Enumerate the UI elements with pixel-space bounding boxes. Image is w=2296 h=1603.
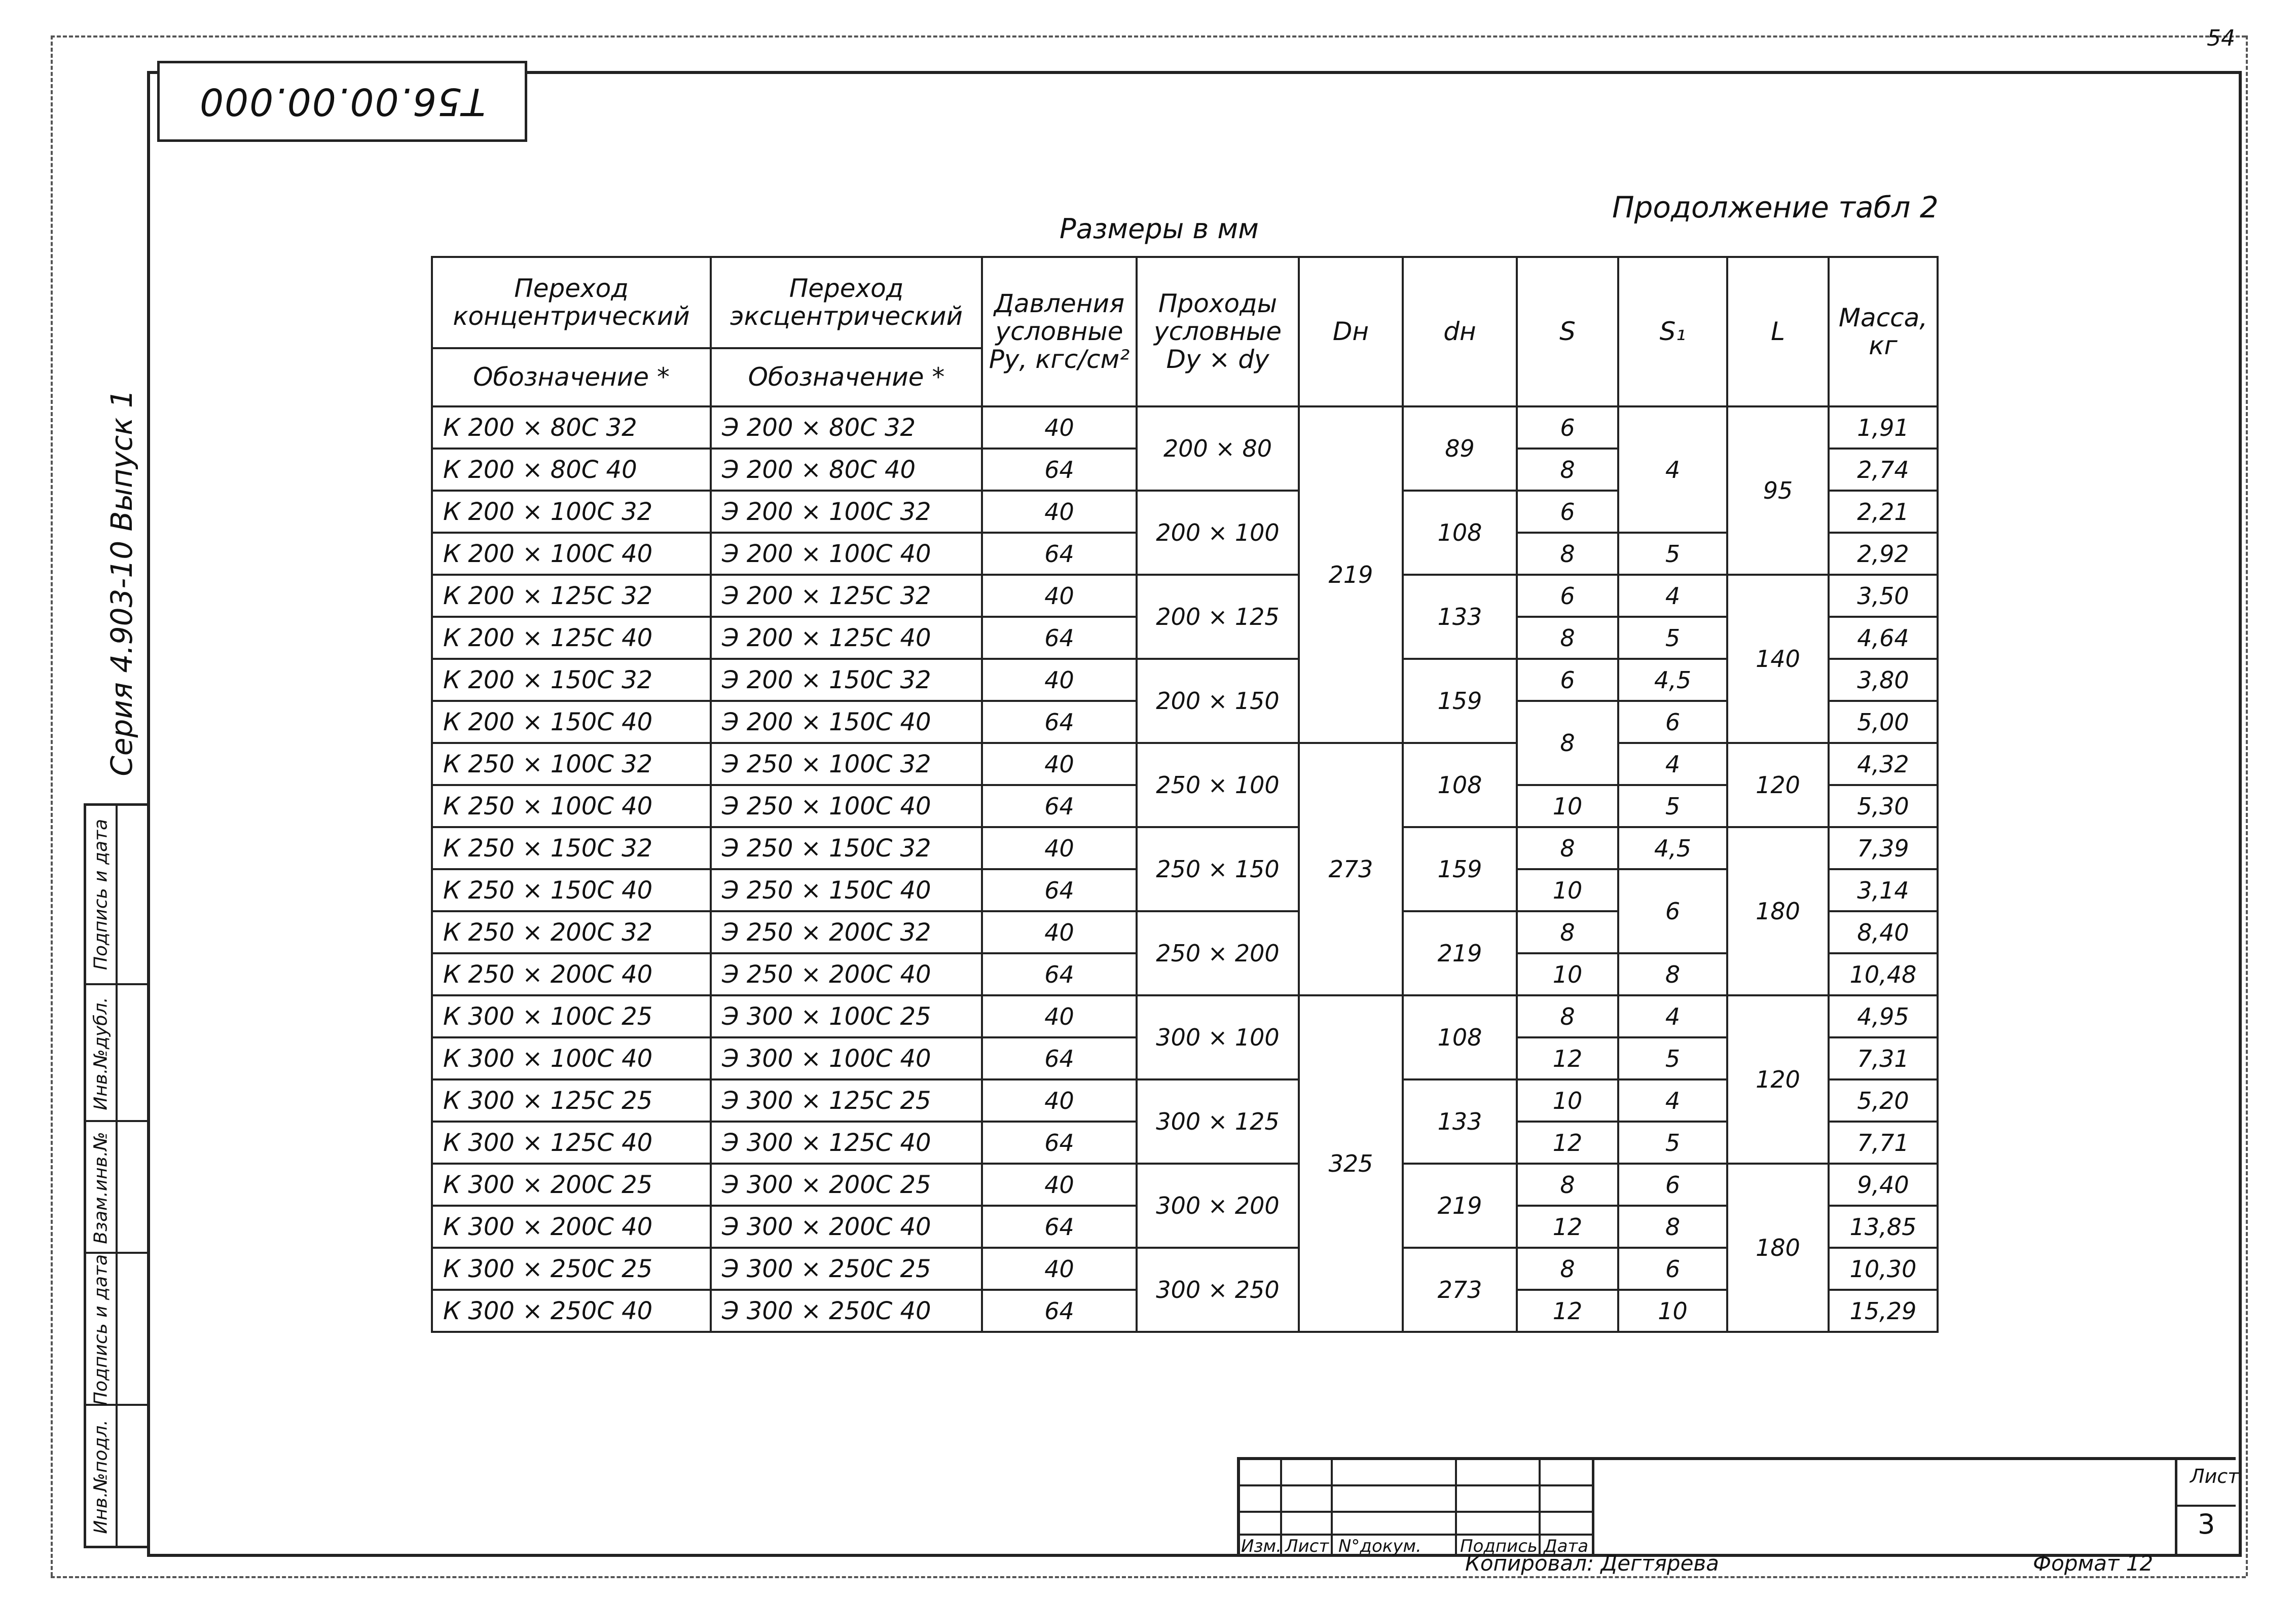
- passage-cell: 250 × 100: [1137, 743, 1299, 827]
- conc-designation: К 200 × 80С 32: [432, 406, 711, 449]
- mass-cell: 7,39: [1829, 827, 1938, 869]
- s1-cell: 4: [1618, 995, 1727, 1037]
- mass-cell: 4,32: [1829, 743, 1938, 785]
- s-cell: 8: [1517, 701, 1618, 785]
- table-row: [432, 575, 1938, 617]
- ecc-designation: Э 250 × 200С 32: [711, 911, 982, 953]
- s-cell: 10: [1517, 1079, 1618, 1122]
- tb-line: [1331, 1460, 1333, 1556]
- stamp-cell: [86, 1404, 147, 1546]
- ecc-designation: Э 200 × 80С 40: [711, 449, 982, 491]
- pressure-cell: 64: [982, 1290, 1137, 1332]
- s1-cell: 4: [1618, 743, 1727, 785]
- conc-designation: К 300 × 125С 40: [432, 1122, 711, 1164]
- conc-designation: К 300 × 250С 40: [432, 1290, 711, 1332]
- s1-cell: 4,5: [1618, 659, 1727, 701]
- ecc-designation: Э 200 × 125С 32: [711, 575, 982, 617]
- dn-inner-cell: 108: [1403, 995, 1517, 1079]
- s1-cell: 5: [1618, 785, 1727, 827]
- conc-designation: К 200 × 150С 40: [432, 701, 711, 743]
- header-dn-outer: Dн: [1299, 257, 1403, 406]
- dn-outer-cell: 219: [1299, 406, 1403, 743]
- header-passages: Проходы условные Dy × dy: [1137, 257, 1299, 406]
- stamp-cell: [86, 1120, 147, 1252]
- table-row: [432, 406, 1938, 449]
- ecc-designation: Э 250 × 150С 32: [711, 827, 982, 869]
- mass-cell: 7,71: [1829, 1122, 1938, 1164]
- ecc-designation: Э 300 × 200С 25: [711, 1164, 982, 1206]
- tb-col-label: Подпись: [1460, 1536, 1538, 1556]
- header-ecc-sub: Обозначение *: [711, 348, 982, 406]
- stamp-cell: [86, 806, 147, 983]
- s-cell: 12: [1517, 1290, 1618, 1332]
- rotated-document-code: T56.00.00.000: [199, 80, 486, 123]
- sizes-label: Размеры в мм: [1060, 213, 1259, 245]
- passage-cell: 200 × 100: [1137, 491, 1299, 575]
- pressure-cell: 64: [982, 785, 1137, 827]
- passage-cell: 300 × 100: [1137, 995, 1299, 1079]
- stamp-cell: [86, 1252, 147, 1404]
- s-cell: 8: [1517, 1248, 1618, 1290]
- pressure-cell: 40: [982, 911, 1137, 953]
- ecc-designation: Э 300 × 250С 25: [711, 1248, 982, 1290]
- mass-cell: 5,20: [1829, 1079, 1938, 1122]
- s1-cell: 6: [1618, 701, 1727, 743]
- tb-col-label: N°докум.: [1338, 1536, 1422, 1556]
- tb-line: [2175, 1460, 2177, 1556]
- tb-line: [1592, 1460, 1594, 1556]
- pressure-cell: 40: [982, 827, 1137, 869]
- header-pressure: Давления условные Ру, кгс/см²: [982, 257, 1137, 406]
- stamp-label: Подпись и дата: [90, 1254, 112, 1406]
- pressure-cell: 40: [982, 406, 1137, 449]
- header-s: S: [1517, 257, 1618, 406]
- s-cell: 12: [1517, 1037, 1618, 1079]
- conc-designation: К 200 × 125С 40: [432, 617, 711, 659]
- table-row: [432, 1248, 1938, 1290]
- l-cell: 120: [1727, 743, 1829, 827]
- s1-cell: 5: [1618, 533, 1727, 575]
- s-cell: 12: [1517, 1122, 1618, 1164]
- copied-by: Копировал: Дегтярева: [1465, 1551, 1719, 1576]
- stamp-label: Подпись и дата: [90, 818, 112, 971]
- l-cell: 180: [1727, 827, 1829, 995]
- pressure-cell: 40: [982, 1079, 1137, 1122]
- pressure-cell: 40: [982, 1248, 1137, 1290]
- s-cell: 8: [1517, 911, 1618, 953]
- ecc-designation: Э 250 × 150С 40: [711, 869, 982, 911]
- mass-cell: 15,29: [1829, 1290, 1938, 1332]
- ecc-designation: Э 300 × 100С 25: [711, 995, 982, 1037]
- ecc-designation: Э 200 × 125С 40: [711, 617, 982, 659]
- conc-designation: К 300 × 200С 40: [432, 1206, 711, 1248]
- s-cell: 10: [1517, 953, 1618, 995]
- continuation-label: Продолжение табл 2: [1612, 190, 1939, 225]
- conc-designation: К 250 × 200С 32: [432, 911, 711, 953]
- ecc-designation: Э 300 × 100С 40: [711, 1037, 982, 1079]
- tb-line: [2175, 1505, 2236, 1507]
- passage-cell: 250 × 200: [1137, 911, 1299, 995]
- table-row: [432, 827, 1938, 869]
- s1-cell: 10: [1618, 1290, 1727, 1332]
- table-row: [432, 743, 1938, 785]
- stamp-cell: [86, 983, 147, 1120]
- dn-inner-cell: 133: [1403, 575, 1517, 659]
- s1-cell: 4,5: [1618, 827, 1727, 869]
- mass-cell: 4,95: [1829, 995, 1938, 1037]
- conc-designation: К 300 × 100С 40: [432, 1037, 711, 1079]
- pressure-cell: 64: [982, 1122, 1137, 1164]
- s1-cell: 6: [1618, 1164, 1727, 1206]
- header-conc-title: Переход концентрический: [432, 257, 711, 348]
- mass-cell: 2,74: [1829, 449, 1938, 491]
- mass-cell: 5,30: [1829, 785, 1938, 827]
- s-cell: 8: [1517, 617, 1618, 659]
- pressure-cell: 64: [982, 1037, 1137, 1079]
- s-cell: 10: [1517, 869, 1618, 911]
- stamp-label: Взам.инв.№: [90, 1132, 112, 1244]
- pressure-cell: 40: [982, 491, 1137, 533]
- fittings-table: [431, 256, 1939, 1333]
- ecc-designation: Э 200 × 80С 32: [711, 406, 982, 449]
- mass-cell: 13,85: [1829, 1206, 1938, 1248]
- left-stamp: [84, 803, 150, 1548]
- stamp-label: Инв.№дубл.: [90, 997, 112, 1110]
- pressure-cell: 64: [982, 953, 1137, 995]
- ecc-designation: Э 250 × 100С 40: [711, 785, 982, 827]
- header-l: L: [1727, 257, 1829, 406]
- s-cell: 12: [1517, 1206, 1618, 1248]
- s-cell: 8: [1517, 533, 1618, 575]
- pressure-cell: 40: [982, 995, 1137, 1037]
- s-cell: 6: [1517, 491, 1618, 533]
- ecc-designation: Э 200 × 100С 32: [711, 491, 982, 533]
- conc-designation: К 200 × 80С 40: [432, 449, 711, 491]
- passage-cell: 300 × 125: [1137, 1079, 1299, 1164]
- mass-cell: 7,31: [1829, 1037, 1938, 1079]
- conc-designation: К 250 × 100С 40: [432, 785, 711, 827]
- pressure-cell: 64: [982, 1206, 1137, 1248]
- s1-cell: 8: [1618, 1206, 1727, 1248]
- conc-designation: К 300 × 100С 25: [432, 995, 711, 1037]
- s-cell: 6: [1517, 575, 1618, 617]
- dn-inner-cell: 273: [1403, 1248, 1517, 1332]
- outer-cut-line-right: [2246, 35, 2248, 1576]
- mass-cell: 5,00: [1829, 701, 1938, 743]
- series-label: Серия 4.903-10 Выпуск 1: [104, 389, 139, 776]
- dn-inner-cell: 159: [1403, 659, 1517, 743]
- tb-line: [1539, 1460, 1541, 1556]
- s1-cell: 6: [1618, 1248, 1727, 1290]
- dn-outer-cell: 273: [1299, 743, 1403, 995]
- conc-designation: К 300 × 200С 25: [432, 1164, 711, 1206]
- s1-cell: 4: [1618, 1079, 1727, 1122]
- pressure-cell: 64: [982, 617, 1137, 659]
- pressure-cell: 64: [982, 533, 1137, 575]
- s1-cell: 5: [1618, 1037, 1727, 1079]
- ecc-designation: Э 300 × 125С 40: [711, 1122, 982, 1164]
- dn-inner-cell: 108: [1403, 743, 1517, 827]
- conc-designation: К 250 × 200С 40: [432, 953, 711, 995]
- mass-cell: 1,91: [1829, 406, 1938, 449]
- ecc-designation: Э 200 × 150С 40: [711, 701, 982, 743]
- s-cell: 8: [1517, 995, 1618, 1037]
- s1-cell: 5: [1618, 1122, 1727, 1164]
- dn-inner-cell: 89: [1403, 406, 1517, 491]
- l-cell: 180: [1727, 1164, 1829, 1332]
- mass-cell: 8,40: [1829, 911, 1938, 953]
- pressure-cell: 40: [982, 575, 1137, 617]
- tb-col-label: Изм.: [1241, 1536, 1282, 1556]
- dn-inner-cell: 219: [1403, 1164, 1517, 1248]
- table-row: [432, 1079, 1938, 1122]
- sheet-number: 3: [2198, 1508, 2215, 1540]
- ecc-designation: Э 200 × 150С 32: [711, 659, 982, 701]
- tb-line: [1237, 1460, 1240, 1556]
- header-dn-inner: dн: [1403, 257, 1517, 406]
- s-cell: 8: [1517, 1164, 1618, 1206]
- ecc-designation: Э 250 × 200С 40: [711, 953, 982, 995]
- passage-cell: 250 × 150: [1137, 827, 1299, 911]
- tb-col-label: Лист: [1285, 1536, 1329, 1556]
- mass-cell: 10,30: [1829, 1248, 1938, 1290]
- ecc-designation: Э 300 × 250С 40: [711, 1290, 982, 1332]
- table-row: [432, 659, 1938, 701]
- passage-cell: 300 × 250: [1137, 1248, 1299, 1332]
- page-number: 54: [2207, 25, 2235, 51]
- s1-cell: 8: [1618, 953, 1727, 995]
- outer-cut-line-left: [51, 35, 53, 1576]
- s-cell: 6: [1517, 659, 1618, 701]
- sheet-label: Лист: [2190, 1465, 2239, 1487]
- passage-cell: 200 × 150: [1137, 659, 1299, 743]
- dn-inner-cell: 108: [1403, 491, 1517, 575]
- conc-designation: К 250 × 150С 32: [432, 827, 711, 869]
- s-cell: 8: [1517, 827, 1618, 869]
- s-cell: 8: [1517, 449, 1618, 491]
- s1-cell: 4: [1618, 406, 1727, 533]
- header-ecc-title: Переход эксцентрический: [711, 257, 982, 348]
- pressure-cell: 40: [982, 1164, 1137, 1206]
- l-cell: 140: [1727, 575, 1829, 743]
- dn-inner-cell: 159: [1403, 827, 1517, 911]
- stamp-label: Инв.№подл.: [90, 1420, 112, 1534]
- mass-cell: 10,48: [1829, 953, 1938, 995]
- pressure-cell: 64: [982, 701, 1137, 743]
- pressure-cell: 64: [982, 869, 1137, 911]
- conc-designation: К 200 × 100С 40: [432, 533, 711, 575]
- pressure-cell: 40: [982, 743, 1137, 785]
- format-label: Формат 12: [2033, 1551, 2154, 1576]
- mass-cell: 9,40: [1829, 1164, 1938, 1206]
- table-row: [432, 1164, 1938, 1206]
- ecc-designation: Э 250 × 100С 32: [711, 743, 982, 785]
- rotated-code-box: [157, 61, 527, 142]
- table-row: [432, 995, 1938, 1037]
- s-cell: 10: [1517, 785, 1618, 827]
- conc-designation: К 200 × 150С 32: [432, 659, 711, 701]
- ecc-designation: Э 300 × 200С 40: [711, 1206, 982, 1248]
- pressure-cell: 64: [982, 449, 1137, 491]
- outer-cut-line-bottom: [51, 1576, 2246, 1578]
- mass-cell: 3,50: [1829, 575, 1938, 617]
- header-s1: S₁: [1618, 257, 1727, 406]
- tb-line: [1455, 1460, 1457, 1556]
- s1-cell: 6: [1618, 869, 1727, 953]
- conc-designation: К 250 × 150С 40: [432, 869, 711, 911]
- ecc-designation: Э 200 × 100С 40: [711, 533, 982, 575]
- s-cell: 6: [1517, 406, 1618, 449]
- conc-designation: К 250 × 100С 32: [432, 743, 711, 785]
- title-block: [1237, 1457, 2239, 1556]
- mass-cell: 3,80: [1829, 659, 1938, 701]
- header-conc-sub: Обозначение *: [432, 348, 711, 406]
- dn-outer-cell: 325: [1299, 995, 1403, 1332]
- conc-designation: К 300 × 125С 25: [432, 1079, 711, 1122]
- pressure-cell: 40: [982, 659, 1137, 701]
- dn-inner-cell: 219: [1403, 911, 1517, 995]
- conc-designation: К 300 × 250С 25: [432, 1248, 711, 1290]
- l-cell: 120: [1727, 995, 1829, 1164]
- passage-cell: 300 × 200: [1137, 1164, 1299, 1248]
- dn-inner-cell: 133: [1403, 1079, 1517, 1164]
- conc-designation: К 200 × 125С 32: [432, 575, 711, 617]
- mass-cell: 3,14: [1829, 869, 1938, 911]
- tb-col-label: Дата: [1544, 1536, 1589, 1556]
- conc-designation: К 200 × 100С 32: [432, 491, 711, 533]
- passage-cell: 200 × 125: [1137, 575, 1299, 659]
- ecc-designation: Э 300 × 125С 25: [711, 1079, 982, 1122]
- s1-cell: 4: [1618, 575, 1727, 617]
- mass-cell: 2,21: [1829, 491, 1938, 533]
- l-cell: 95: [1727, 406, 1829, 575]
- passage-cell: 200 × 80: [1137, 406, 1299, 491]
- outer-cut-line-top: [51, 35, 2246, 38]
- mass-cell: 4,64: [1829, 617, 1938, 659]
- header-mass: Масса, кг: [1829, 257, 1938, 406]
- mass-cell: 2,92: [1829, 533, 1938, 575]
- s1-cell: 5: [1618, 617, 1727, 659]
